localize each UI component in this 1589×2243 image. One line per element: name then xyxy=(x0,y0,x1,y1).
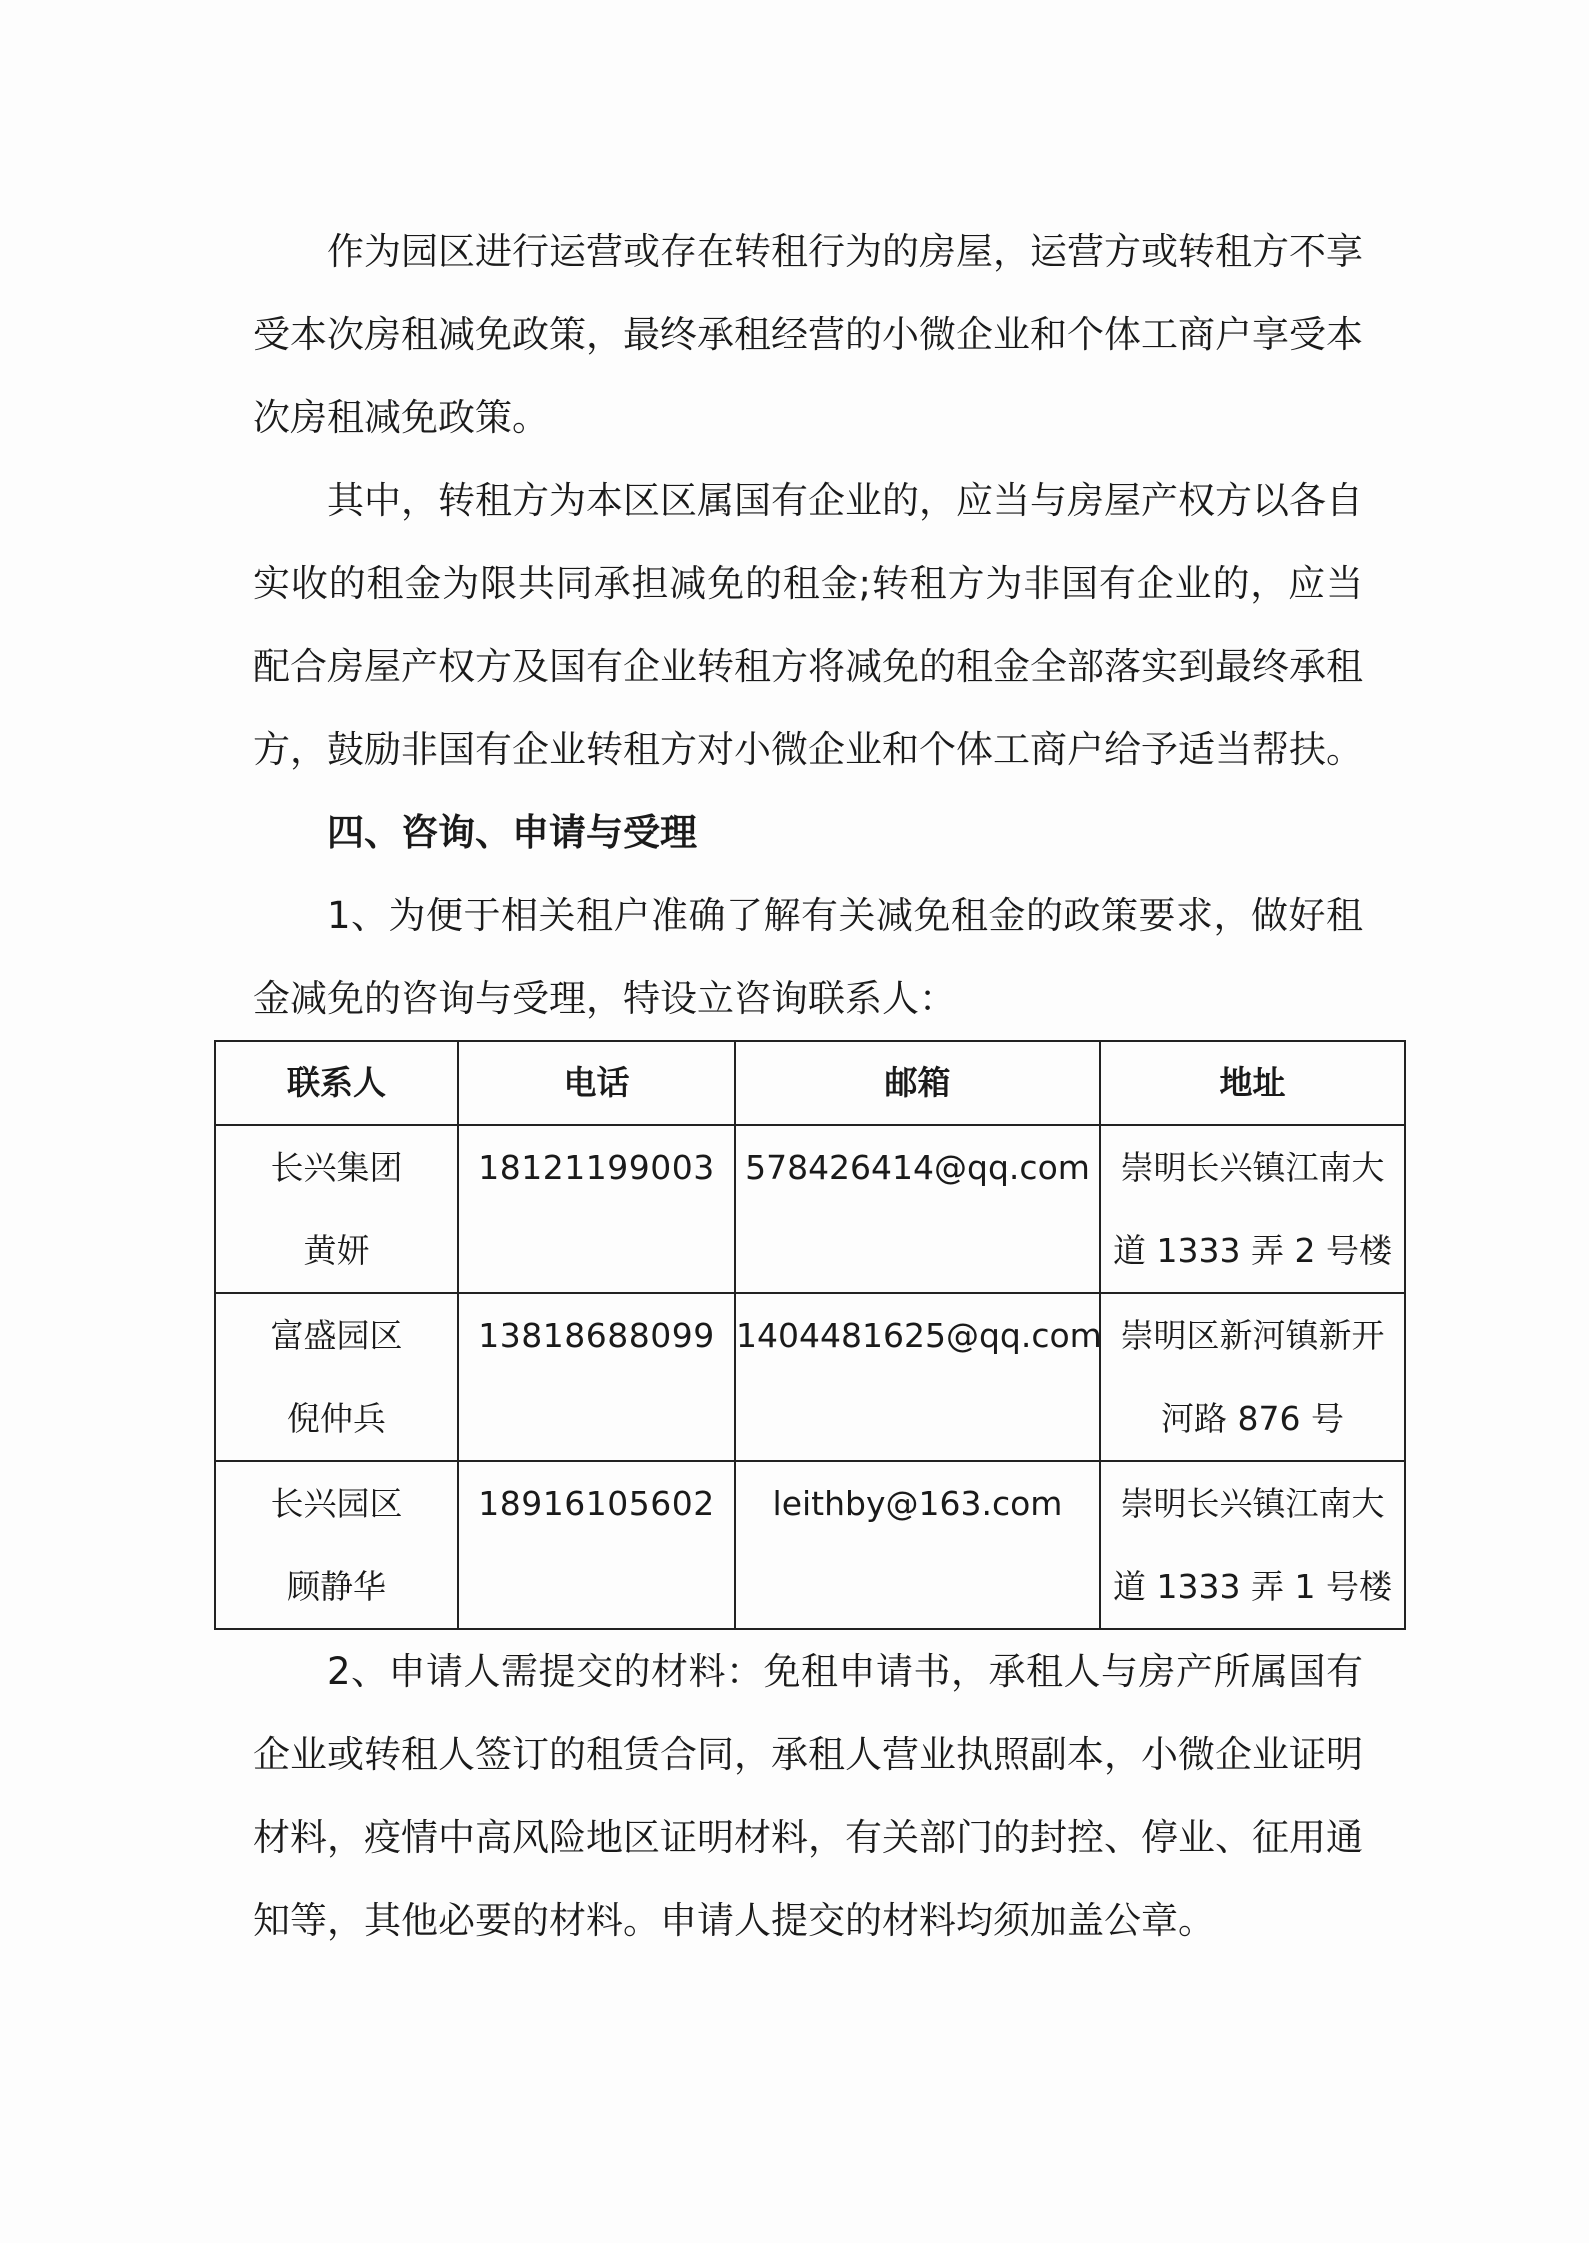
section-heading: 四、咨询、申请与受理 xyxy=(327,811,697,854)
address-line-1: 崇明区新河镇新开 xyxy=(1120,1316,1385,1355)
email-address: 1404481625@qq.com xyxy=(736,1316,1102,1355)
header-email: 邮箱 xyxy=(735,1041,1100,1125)
phone-number: 18121199003 xyxy=(478,1148,715,1187)
contact-person: 顾静华 xyxy=(287,1567,386,1606)
table-row xyxy=(215,1293,1405,1461)
cell-email xyxy=(735,1125,1100,1293)
cell-email xyxy=(735,1293,1100,1461)
top-content xyxy=(253,210,1363,1040)
cell-phone xyxy=(458,1293,735,1461)
paragraph-item-2: 2、申请人需提交的材料：免租申请书，承租人与房产所属国有企业或转租人签订的租赁合同，承租人营业执照副本，小微企业证明材料，疫情中高风险地区证明材料，有关部门的封控、停业、征用通知等，其他必要的材料。申请人提交的材料均须加盖公章。 xyxy=(253,1650,1363,1942)
email-address: 578426414@qq.com xyxy=(745,1148,1090,1187)
phone-number: 13818688099 xyxy=(478,1316,715,1355)
contact-org: 富盛园区 xyxy=(270,1316,403,1355)
cell-contact xyxy=(215,1125,458,1293)
header-phone: 电话 xyxy=(458,1041,735,1125)
cell-contact xyxy=(215,1461,458,1629)
table-row xyxy=(215,1461,1405,1629)
contact-person: 倪仲兵 xyxy=(287,1399,386,1438)
address-line-1: 崇明长兴镇江南大 xyxy=(1120,1484,1385,1523)
address-line-2: 河路 876 号 xyxy=(1161,1399,1344,1438)
header-address: 地址 xyxy=(1100,1041,1405,1125)
contact-table xyxy=(214,1040,1406,1630)
cell-phone xyxy=(458,1461,735,1629)
address-line-2: 道 1333 弄 1 号楼 xyxy=(1113,1567,1392,1606)
paragraph-sublease-sharing: 其中，转租方为本区区属国有企业的，应当与房屋产权方以各自实收的租金为限共同承担减免的租金;转租方为非国有企业的，应当配合房屋产权方及国有企业转租方将减免的租金全部落实到最终承租方，鼓励非国有企业转租方对小微企业和个体工商户给予适当帮扶。 xyxy=(253,479,1363,771)
table-header-row xyxy=(215,1041,1405,1125)
paragraph-item-1: 1、为便于相关租户准确了解有关减免租金的政策要求，做好租金减免的咨询与受理，特设立咨询联系人： xyxy=(253,894,1363,1020)
cell-address xyxy=(1100,1125,1405,1293)
cell-address xyxy=(1100,1461,1405,1629)
cell-phone xyxy=(458,1125,735,1293)
address-line-1: 崇明长兴镇江南大 xyxy=(1120,1148,1385,1187)
bottom-content xyxy=(253,1630,1363,1962)
contact-person: 黄妍 xyxy=(303,1231,370,1270)
email-address: leithby@163.com xyxy=(772,1484,1063,1523)
phone-number: 18916105602 xyxy=(478,1484,715,1523)
cell-contact xyxy=(215,1293,458,1461)
contact-table-wrapper xyxy=(214,1040,1404,1630)
address-line-2: 道 1333 弄 2 号楼 xyxy=(1113,1231,1392,1270)
paragraph-sublease-policy: 作为园区进行运营或存在转租行为的房屋，运营方或转租方不享受本次房租减免政策，最终承租经营的小微企业和个体工商户享受本次房租减免政策。 xyxy=(253,230,1363,439)
cell-address xyxy=(1100,1293,1405,1461)
contact-org: 长兴集团 xyxy=(270,1148,403,1187)
header-contact: 联系人 xyxy=(215,1041,458,1125)
cell-email xyxy=(735,1461,1100,1629)
table-row xyxy=(215,1125,1405,1293)
contact-org: 长兴园区 xyxy=(270,1484,403,1523)
